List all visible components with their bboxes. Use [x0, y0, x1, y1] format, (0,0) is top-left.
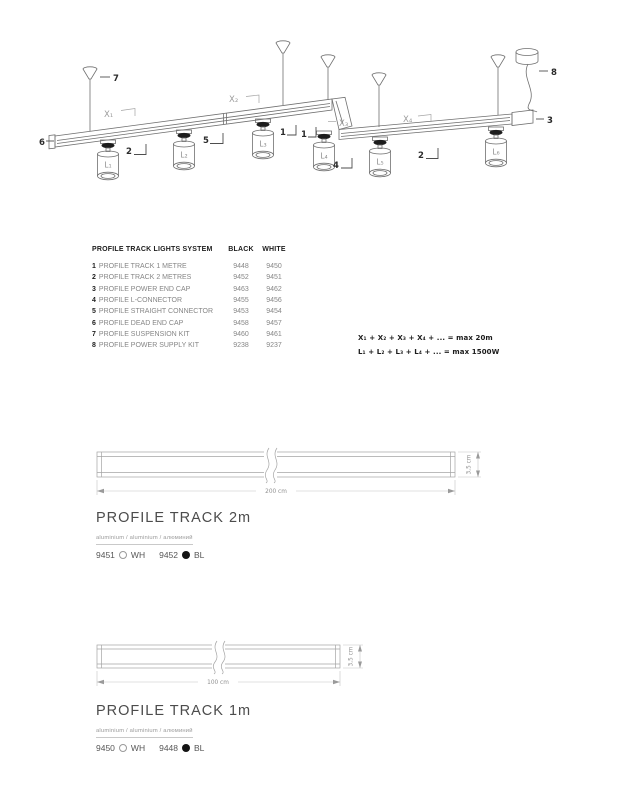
suspension-cone-icon: [372, 73, 386, 85]
variant-black: [159, 550, 204, 560]
variant-white: [96, 550, 145, 560]
product-title: PROFILE TRACK 2m: [96, 510, 252, 526]
product-code: 9451: [96, 549, 115, 560]
code-white: 9451: [266, 274, 282, 282]
track-1m-drawing: [97, 641, 363, 686]
callout-6: 6: [39, 138, 45, 148]
variant-label: BL: [194, 742, 205, 753]
code-black: 9463: [233, 285, 249, 293]
parts-table-header: [92, 246, 302, 253]
table-row: [92, 284, 302, 295]
spotlight-l3: [253, 119, 274, 159]
dimension-height-2m: 3,5 cm: [466, 454, 473, 475]
part-name: PROFILE DEAD END CAP: [98, 319, 184, 327]
table-row: [92, 306, 302, 317]
code-white: 9237: [266, 342, 282, 350]
row-number: 4: [92, 297, 96, 305]
spotlight-l1: [98, 140, 119, 180]
part-name: PROFILE POWER SUPPLY KIT: [98, 342, 200, 350]
callout-3: 3: [547, 116, 553, 126]
power-end-cap-shape: [512, 110, 533, 126]
code-black: 9458: [233, 319, 249, 327]
lamp-label-l5: L₅: [376, 157, 384, 167]
product-materials: aluminium / aluminium / алюминий: [96, 535, 193, 545]
white-swatch-icon: [119, 551, 127, 559]
suspension-cone-icon: [321, 55, 335, 67]
code-white: 9456: [266, 297, 282, 305]
span-label-x1: X₁: [104, 110, 114, 120]
row-number: 1: [92, 263, 96, 271]
variant-label: BL: [194, 549, 205, 560]
span-label-x3: X₃: [339, 119, 349, 129]
black-swatch-icon: [182, 744, 190, 752]
span-label-x2: X₂: [229, 95, 239, 105]
table-row: [92, 295, 302, 306]
spotlight-l4: [314, 131, 335, 171]
callout-4: 4: [333, 161, 339, 171]
table-row: [92, 317, 302, 328]
code-white: 9461: [266, 330, 282, 338]
part-name: PROFILE POWER END CAP: [98, 285, 191, 293]
spotlight-l5: [370, 137, 391, 177]
row-number: 7: [92, 330, 96, 338]
suspension-kit-icons: [83, 41, 505, 131]
variant-black: [159, 743, 204, 753]
formula-max-power: L₁ + L₂ + L₃ + L₄ + ... = max 1500W: [358, 347, 500, 356]
variant-label: WH: [130, 742, 146, 753]
callout-1-right: 1: [301, 130, 307, 140]
callout-1-left: 1: [280, 128, 286, 138]
spotlight-l2: [174, 130, 195, 170]
part-name: PROFILE STRAIGHT CONNECTOR: [98, 308, 213, 316]
product-title: PROFILE TRACK 1m: [96, 703, 252, 719]
product-block-2m: [96, 510, 251, 560]
table-row: [92, 340, 302, 351]
code-white: 9450: [266, 263, 282, 271]
white-swatch-icon: [119, 744, 127, 752]
code-black: 9453: [233, 308, 249, 316]
table-row: [92, 329, 302, 340]
part-name: PROFILE SUSPENSION KIT: [98, 330, 190, 338]
part-name: PROFILE TRACK 1 METRE: [98, 263, 187, 271]
table-row: [92, 261, 302, 272]
spotlight-l6: [486, 127, 507, 167]
callout-2-left: 2: [126, 147, 132, 157]
callout-7: 7: [113, 74, 119, 84]
product-codes: [96, 550, 251, 560]
formula-max-length: X₁ + X₂ + X₃ + X₄ + ... = max 20m: [358, 334, 493, 342]
black-swatch-icon: [182, 551, 190, 559]
code-black: 9452: [233, 274, 249, 282]
variant-label: WH: [130, 549, 146, 560]
row-number: 6: [92, 319, 96, 327]
dimension-height-1m: 3,5 cm: [348, 646, 355, 667]
suspension-cone-icon: [83, 67, 97, 79]
dimension-length-2m: 200 cm: [265, 489, 287, 495]
row-number: 5: [92, 308, 96, 316]
product-code: 9452: [159, 549, 179, 560]
track-segment-right: [339, 110, 533, 140]
column-header-black: BLACK: [228, 246, 254, 253]
column-header-white: WHITE: [262, 246, 286, 253]
lamp-label-l3: L₃: [259, 139, 267, 149]
track-2m-drawing: [97, 448, 481, 495]
lamp-label-l2: L₂: [180, 150, 188, 160]
product-code: 9448: [159, 742, 179, 753]
dead-end-cap-shape: [49, 135, 55, 149]
lamp-label-l1: L₁: [104, 160, 112, 170]
span-label-x4: X₄: [403, 115, 413, 125]
part-name: PROFILE L-CONNECTOR: [98, 297, 183, 305]
system-limits: [358, 332, 499, 359]
code-white: 9457: [266, 319, 282, 327]
part-name: PROFILE TRACK 2 METRES: [98, 274, 192, 282]
product-materials: aluminium / aluminium / алюминий: [96, 728, 193, 738]
product-code: 9450: [96, 742, 115, 753]
callout-5: 5: [203, 136, 209, 146]
code-white: 9462: [266, 285, 282, 293]
code-black: 9460: [233, 330, 249, 338]
callout-8: 8: [551, 68, 557, 78]
table-title: PROFILE TRACK LIGHTS SYSTEM: [92, 246, 213, 253]
suspension-cone-icon: [491, 55, 505, 67]
product-block-1m: [96, 703, 251, 753]
dimension-length-1m: 100 cm: [207, 680, 229, 686]
code-black: 9238: [233, 342, 249, 350]
code-black: 9455: [233, 297, 249, 305]
row-number: 8: [92, 342, 96, 350]
lamp-label-l6: L₆: [492, 147, 500, 157]
code-black: 9448: [233, 263, 249, 271]
suspension-cone-icon: [276, 41, 290, 53]
product-codes: [96, 743, 251, 753]
parts-table: [92, 246, 302, 351]
callout-2-right: 2: [418, 151, 424, 161]
track-system-diagram: [39, 41, 557, 180]
table-row: [92, 272, 302, 283]
code-white: 9454: [266, 308, 282, 316]
row-number: 2: [92, 274, 96, 282]
row-number: 3: [92, 285, 96, 293]
lamp-label-l4: L₄: [320, 151, 328, 161]
variant-white: [96, 743, 145, 753]
power-supply-icon: [516, 49, 538, 113]
